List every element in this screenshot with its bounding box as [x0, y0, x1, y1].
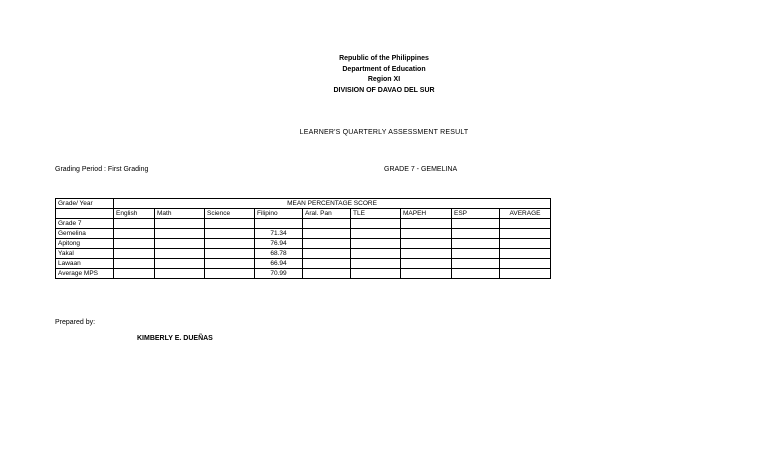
subject-header: AVERAGE [500, 209, 551, 219]
score-cell [114, 219, 155, 229]
table-header-row [56, 199, 551, 209]
row-label: Gemelina [56, 229, 114, 239]
subject-header: Science [205, 209, 255, 219]
score-cell [205, 259, 255, 269]
table-row [56, 269, 551, 279]
subject-header: Math [155, 209, 205, 219]
score-cell [500, 219, 551, 229]
score-cell [155, 249, 205, 259]
header-department: Department of Education [342, 65, 426, 73]
score-cell [155, 239, 205, 249]
row-label: Apitong [56, 239, 114, 249]
score-cell [303, 269, 351, 279]
row-label: Average MPS [56, 269, 114, 279]
score-cell [303, 249, 351, 259]
subject-header: ESP [452, 209, 500, 219]
score-cell [114, 229, 155, 239]
subject-header-row [56, 209, 551, 219]
score-cell [303, 259, 351, 269]
header-region: Region XI [367, 76, 401, 83]
score-cell [500, 239, 551, 249]
score-cell [114, 249, 155, 259]
score-cell [303, 229, 351, 239]
table-row [56, 239, 551, 249]
subject-header: English [114, 209, 155, 219]
score-cell [452, 239, 500, 249]
score-cell [500, 249, 551, 259]
table-row [56, 249, 551, 259]
header-republic: Republic of the Philippines [339, 55, 429, 62]
document-header [0, 54, 768, 96]
score-cell [500, 269, 551, 279]
score-cell [114, 259, 155, 269]
score-cell [452, 249, 500, 259]
subject-header: Aral. Pan [303, 209, 351, 219]
score-cell [351, 229, 401, 239]
score-cell [500, 229, 551, 239]
score-cell [401, 269, 452, 279]
blank-cell [56, 209, 114, 219]
score-cell [155, 219, 205, 229]
score-cell [452, 219, 500, 229]
row-label: Lawaan [56, 259, 114, 269]
score-cell [452, 259, 500, 269]
score-cell [205, 269, 255, 279]
subject-header: TLE [351, 209, 401, 219]
table-row [56, 219, 551, 229]
score-cell [255, 219, 303, 229]
subject-header: MAPEH [401, 209, 452, 219]
table-row [56, 259, 551, 269]
score-cell: 70.99 [255, 269, 303, 279]
score-cell [303, 239, 351, 249]
score-cell [351, 259, 401, 269]
score-cell [205, 239, 255, 249]
prepared-by-label: Prepared by: [55, 319, 96, 326]
mps-group-header: MEAN PERCENTAGE SCORE [114, 199, 551, 209]
score-cell: 66.94 [255, 259, 303, 269]
score-cell [205, 219, 255, 229]
score-cell [351, 219, 401, 229]
score-cell [351, 269, 401, 279]
score-cell [303, 219, 351, 229]
grade-year-header: Grade/ Year [56, 199, 114, 209]
score-cell [401, 219, 452, 229]
grade-section: GRADE 7 - GEMELINA [384, 166, 458, 173]
score-cell [205, 249, 255, 259]
score-cell [452, 269, 500, 279]
score-cell: 71.34 [255, 229, 303, 239]
score-cell [452, 229, 500, 239]
subject-header: Filipino [255, 209, 303, 219]
row-label: Yakal [56, 249, 114, 259]
score-cell [351, 239, 401, 249]
signatory-name: KIMBERLY E. DUEÑAS [137, 335, 213, 342]
score-cell [155, 229, 205, 239]
score-cell: 76.94 [255, 239, 303, 249]
mps-table [55, 198, 551, 279]
score-cell [205, 229, 255, 239]
score-cell [351, 249, 401, 259]
score-cell [401, 259, 452, 269]
score-cell: 68.78 [255, 249, 303, 259]
score-cell [114, 269, 155, 279]
score-cell [401, 249, 452, 259]
header-division: DIVISION OF DAVAO DEL SUR [333, 86, 435, 94]
score-cell [155, 269, 205, 279]
score-cell [114, 239, 155, 249]
report-title: LEARNER'S QUARTERLY ASSESSMENT RESULT [299, 129, 469, 136]
score-cell [500, 259, 551, 269]
grading-period: Grading Period : First Grading [55, 166, 149, 173]
score-cell [401, 229, 452, 239]
score-cell [155, 259, 205, 269]
table-row [56, 229, 551, 239]
row-label: Grade 7 [56, 219, 114, 229]
score-cell [401, 239, 452, 249]
